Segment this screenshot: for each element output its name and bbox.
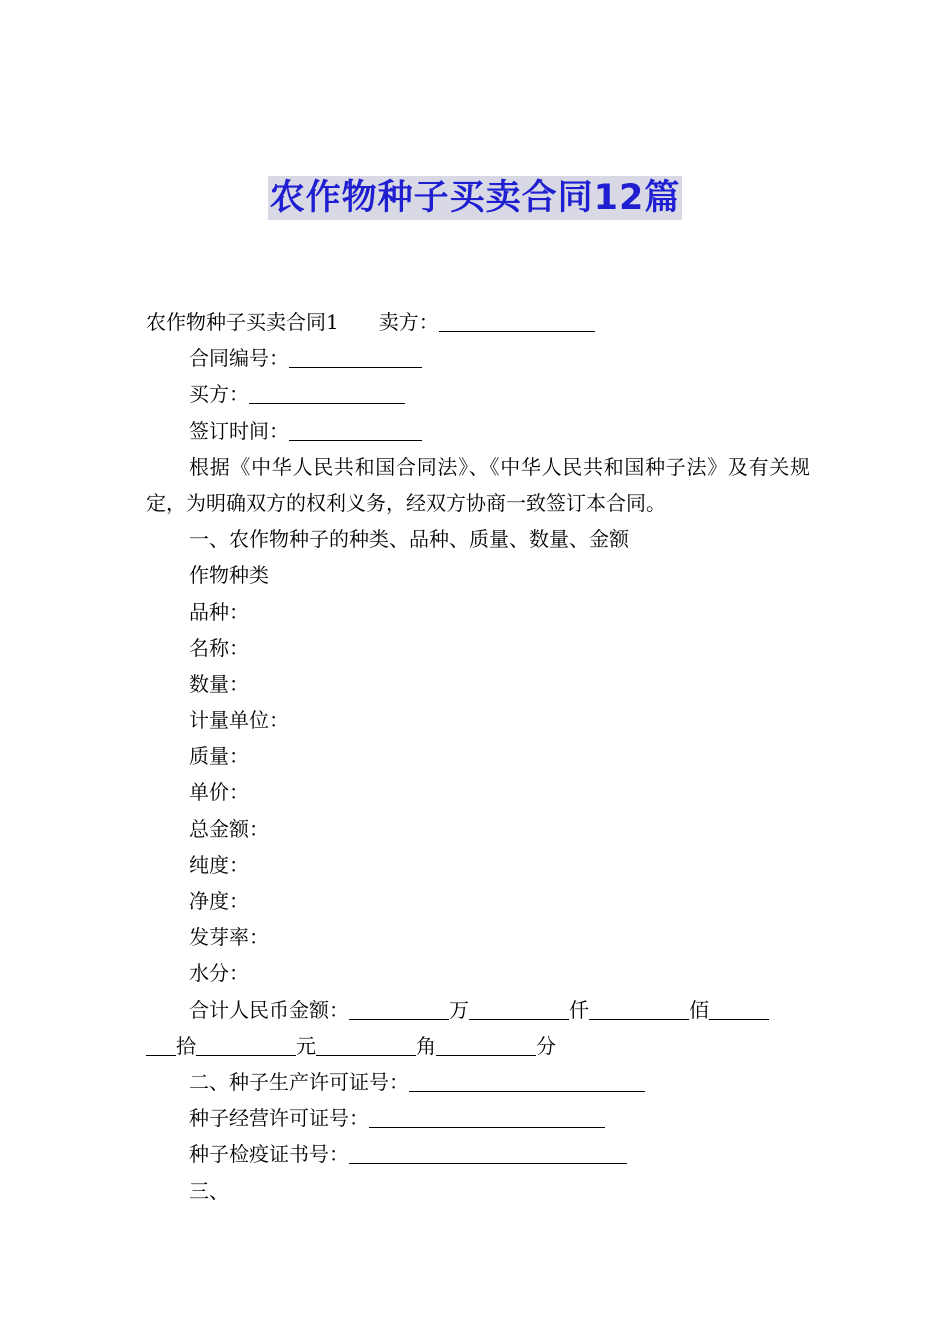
qian-unit: 仟 <box>569 997 589 1022</box>
business-license-line <box>146 1100 810 1136</box>
sign-date-label: 签订时间： <box>189 418 289 443</box>
yuan-unit: 元 <box>296 1033 316 1058</box>
qian-blank <box>469 999 569 1020</box>
field-name: 名称： <box>189 635 249 660</box>
quarantine-cert-blank <box>349 1143 627 1164</box>
document-title: 农作物种子买卖合同12篇 <box>269 178 681 218</box>
field-moisture: 水分： <box>189 961 249 986</box>
contract-no-label: 合同编号： <box>189 346 289 371</box>
quarantine-cert-label: 种子检疫证书号： <box>189 1142 349 1167</box>
field-crop-type: 作物种类 <box>189 563 269 588</box>
field-unit-price: 单价： <box>189 780 249 805</box>
sign-date-blank <box>289 420 422 441</box>
shi-blank-part2 <box>146 1035 176 1056</box>
field-total-amount: 总金额： <box>189 816 269 841</box>
total-amount-line-1 <box>146 992 810 1028</box>
seller-blank <box>439 311 595 332</box>
shi-blank-part1 <box>709 999 769 1020</box>
fen-unit: 分 <box>536 1033 556 1058</box>
fen-blank <box>436 1035 536 1056</box>
sign-date-line <box>146 413 810 449</box>
business-license-blank <box>369 1107 605 1128</box>
heading-line <box>146 304 810 340</box>
field-cleanliness: 净度： <box>189 889 249 914</box>
section3-heading: 三、 <box>189 1178 229 1203</box>
business-license-label: 种子经营许可证号： <box>189 1106 369 1131</box>
wan-blank <box>349 999 449 1020</box>
contract-no-line <box>146 340 810 376</box>
buyer-line <box>146 376 810 412</box>
field-quantity: 数量： <box>189 671 249 696</box>
field-germination: 发芽率： <box>189 925 269 950</box>
wan-unit: 万 <box>449 997 469 1022</box>
intro-paragraph: 根据《中华人民共和国合同法》、《中华人民共和国种子法》及有关规定，为明确双方的权利义务，经双方协商一致签订本合同。 <box>146 454 810 515</box>
yuan-blank <box>196 1035 296 1056</box>
contract-heading-label: 农作物种子买卖合同1 <box>146 310 339 334</box>
field-purity: 纯度： <box>189 852 249 877</box>
contract-no-blank <box>289 347 422 368</box>
total-amount-line-2 <box>146 1028 810 1064</box>
section1-heading: 一、农作物种子的种类、品种、质量、数量、金额 <box>189 527 629 552</box>
shi-unit: 拾 <box>176 1033 196 1058</box>
seller-label: 卖方： <box>378 310 439 334</box>
production-license-blank <box>409 1071 645 1092</box>
total-amount-label: 合计人民币金额： <box>189 997 349 1022</box>
field-quality: 质量： <box>189 744 249 769</box>
bai-unit: 佰 <box>689 997 709 1022</box>
production-license-label: 二、种子生产许可证号： <box>189 1069 409 1094</box>
production-license-line <box>146 1064 810 1100</box>
field-unit: 计量单位： <box>189 708 289 733</box>
field-variety: 品种： <box>189 599 249 624</box>
title-container <box>0 176 950 220</box>
buyer-blank <box>249 383 405 404</box>
jiao-blank <box>316 1035 416 1056</box>
bai-blank <box>589 999 689 1020</box>
document-body <box>146 304 810 1209</box>
jiao-unit: 角 <box>416 1033 436 1058</box>
quarantine-cert-line <box>146 1136 810 1172</box>
buyer-label: 买方： <box>189 382 249 407</box>
